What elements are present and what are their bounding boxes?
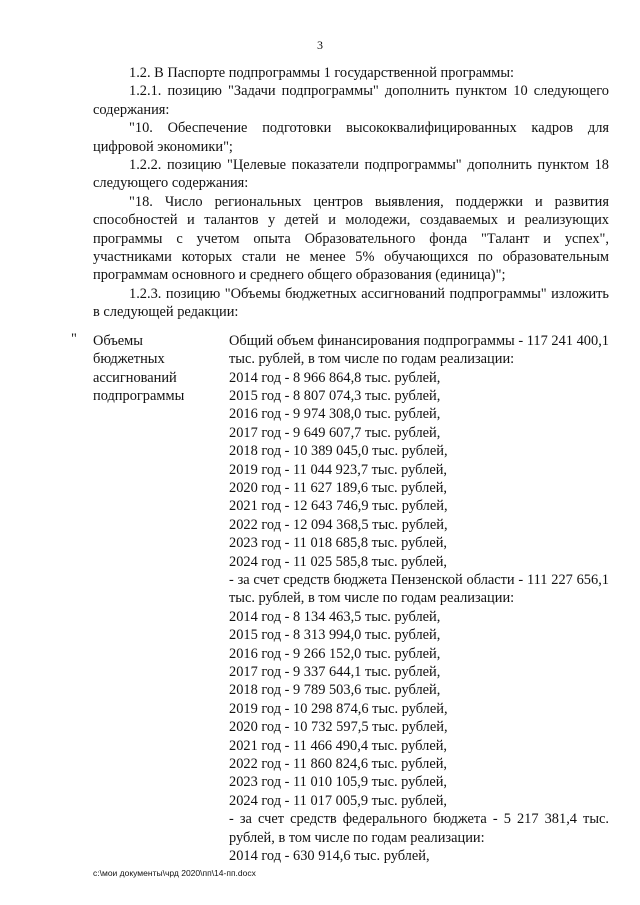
regional-budget-text: - за счет средств бюджета Пензенской области - 111 227 656,1 тыс. рублей, в том числе по годам реализации: — [229, 571, 609, 607]
year-amount-line: 2014 год - 630 914,6 тыс. рублей, — [229, 848, 430, 865]
year-amount-line: 2016 год - 9 266 152,0 тыс. рублей, — [229, 645, 441, 662]
year-amount-line: 2022 год - 11 860 824,6 тыс. рублей, — [229, 756, 448, 773]
paragraph-item-10: "10. Обеспечение подготовки высококвалифицированных кадров для цифровой экономики"; — [93, 120, 609, 155]
paragraph-1-2-2: 1.2.2. позицию "Целевые показатели подпрограммы" дополнить пунктом 18 следующего содержания: — [93, 157, 609, 192]
total-financing-text: Общий объем финансирования подпрограммы - 117 241 400,1 тыс. рублей, в том числе по годам реализации: — [229, 332, 609, 368]
year-amount-line: 2017 год - 9 337 644,1 тыс. рублей, — [229, 664, 441, 680]
year-amount-line: 2014 год - 8 134 463,5 тыс. рублей, — [229, 608, 441, 625]
table-left-cell — [93, 332, 229, 866]
table-right-cell — [229, 332, 609, 866]
file-path-footer: c:\мои документы\чрд 2020\пп\14-пп.docx — [93, 868, 256, 878]
year-amount-line: 2014 год - 8 966 864,8 тыс. рублей, — [229, 369, 441, 386]
year-amount-line: 2016 год - 9 974 308,0 тыс. рублей, — [229, 406, 441, 423]
year-amount-line: 2018 год - 10 389 045,0 тыс. рублей, — [229, 443, 448, 460]
paragraph-1-2-3: 1.2.3. позицию "Объемы бюджетных ассигнований подпрограммы" изложить в следующей редакции: — [93, 285, 609, 321]
year-amount-line: 2023 год - 11 018 685,8 тыс. рублей, — [229, 535, 448, 552]
budget-allocations-table — [71, 330, 609, 866]
year-amount-line: 2021 год - 11 466 490,4 тыс. рублей, — [229, 737, 448, 754]
year-amount-line: 2021 год - 12 643 746,9 тыс. рублей, — [229, 498, 448, 515]
left-cell-line: бюджетных — [93, 351, 165, 368]
year-amount-line: 2017 год - 9 649 607,7 тыс. рублей, — [229, 424, 441, 441]
paragraph-1-2-1: 1.2.1. позицию "Задачи подпрограммы" дополнить пунктом 10 следующего содержания: — [93, 83, 609, 118]
federal-budget-text: - за счет средств федерального бюджета - 5 217 381,4 тыс. рублей, в том числе по годам реализации: — [229, 811, 609, 846]
left-cell-line: подпрограммы — [93, 387, 185, 404]
left-cell-line: ассигнований — [93, 369, 177, 386]
year-amount-line: 2019 год - 10 298 874,6 тыс. рублей, — [229, 700, 448, 717]
year-amount-line: 2024 год - 11 025 585,8 тыс. рублей, — [229, 553, 448, 570]
left-cell-line: Объемы — [93, 332, 143, 349]
year-amount-line: 2022 год - 12 094 368,5 тыс. рублей, — [229, 516, 448, 533]
opening-quote-mark: " — [71, 330, 77, 347]
year-amount-line: 2023 год - 11 010 105,9 тыс. рублей, — [229, 774, 448, 791]
year-amount-line: 2018 год - 9 789 503,6 тыс. рублей, — [229, 682, 441, 699]
document-body — [71, 64, 609, 865]
paragraph-1-2: 1.2. В Паспорте подпрограммы 1 государственной программы: — [129, 65, 514, 81]
year-amount-line: 2019 год - 11 044 923,7 тыс. рублей, — [229, 461, 448, 478]
year-amount-line: 2020 год - 11 627 189,6 тыс. рублей, — [229, 479, 448, 496]
page-number: 3 — [317, 38, 323, 52]
year-amount-line: 2020 год - 10 732 597,5 тыс. рублей, — [229, 719, 448, 736]
year-amount-line: 2015 год - 8 313 994,0 тыс. рублей, — [229, 627, 441, 644]
paragraph-item-18: "18. Число региональных центров выявления, поддержки и развития способностей и талантов у детей и молодежи, создаваемых и реализующих программы с учетом опыта Образовательного фонда "Талант и успех", участниками которых стали не менее 5% обучающихся по образовательным программам основного и среднего общего образования (единица)"; — [93, 193, 609, 284]
year-amount-line: 2015 год - 8 807 074,3 тыс. рублей, — [229, 387, 441, 404]
year-amount-line: 2024 год - 11 017 005,9 тыс. рублей, — [229, 792, 448, 809]
